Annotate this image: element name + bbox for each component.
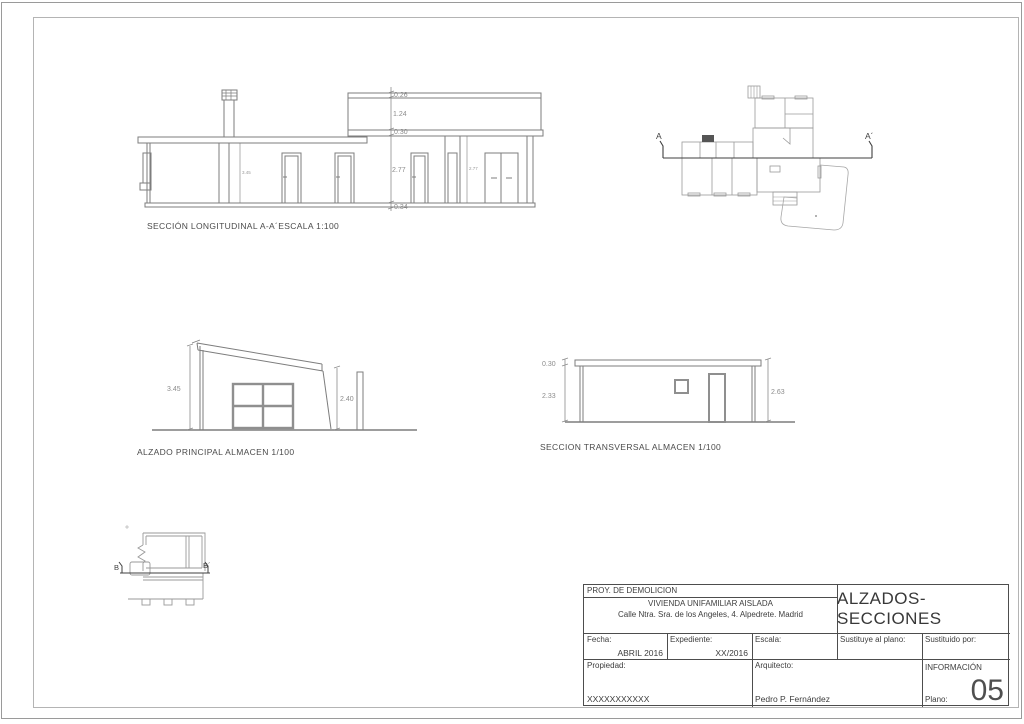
alzado-window bbox=[233, 384, 293, 428]
sustituye-label: Sustituye al plano: bbox=[840, 635, 906, 644]
expediente-label: Expediente: bbox=[670, 635, 713, 644]
tb-divider bbox=[922, 633, 923, 707]
dim-alzado-right: 2.40 bbox=[340, 396, 354, 403]
drawing-seccion-longitudinal bbox=[130, 85, 550, 235]
drawing-small-plan bbox=[110, 518, 220, 618]
drawing-alzado-principal bbox=[150, 335, 430, 435]
longitudinal-lines bbox=[138, 90, 543, 207]
dim-parapet: 0.26 bbox=[394, 92, 408, 99]
terrace-outline bbox=[781, 165, 848, 230]
arquitecto-value: Pedro P. Fernández bbox=[755, 694, 830, 704]
propiedad-value: XXXXXXXXXXX bbox=[587, 694, 650, 704]
building-name: VIVIENDA UNIFAMILIAR AISLADA bbox=[648, 599, 773, 608]
propiedad-label: Propiedad: bbox=[587, 661, 626, 670]
marker-a-prime: A´ bbox=[865, 131, 874, 141]
tb-divider bbox=[584, 659, 1010, 660]
terrace-dot bbox=[815, 215, 817, 217]
transversal-window bbox=[675, 380, 688, 393]
project-type: PROY. DE DEMOLICION bbox=[587, 586, 678, 595]
drawing-seccion-transversal bbox=[535, 350, 800, 430]
info-label: INFORMACIÓN bbox=[925, 663, 982, 672]
dim-roof: 0.30 bbox=[542, 361, 556, 368]
escala-label: Escala: bbox=[755, 635, 782, 644]
sustituido-label: Sustituido por: bbox=[925, 635, 977, 644]
floor-plan-walls bbox=[682, 86, 821, 205]
label-seccion-transversal: SECCION TRANSVERSAL ALMACEN 1/100 bbox=[540, 442, 722, 452]
drawing-floor-plan bbox=[645, 80, 885, 240]
dim-total: 2.63 bbox=[771, 389, 785, 396]
transversal-dims bbox=[562, 358, 771, 422]
tb-divider bbox=[752, 633, 753, 707]
dim-wall-right: 2.77 bbox=[469, 166, 478, 171]
dim-wall-left: 3.45 bbox=[242, 170, 251, 175]
dim-base: 0.34 bbox=[394, 204, 408, 211]
marker-a: A bbox=[656, 131, 662, 141]
chimney-block bbox=[702, 135, 714, 142]
arquitecto-label: Arquitecto: bbox=[755, 661, 794, 670]
tb-divider bbox=[584, 633, 1010, 634]
expediente-value: XX/2016 bbox=[715, 648, 748, 658]
transversal-door bbox=[709, 374, 725, 422]
plano-number: 05 bbox=[970, 674, 1004, 707]
tb-divider bbox=[584, 597, 837, 598]
section-line-b bbox=[119, 562, 210, 573]
marker-b: B bbox=[114, 563, 120, 572]
fecha-label: Fecha: bbox=[587, 635, 612, 644]
dim-upper: 1.24 bbox=[393, 111, 407, 118]
dim-floor: 2.77 bbox=[392, 167, 406, 174]
label-alzado-principal: ALZADO PRINCIPAL ALMACEN 1/100 bbox=[137, 447, 295, 457]
longitudinal-dim-chain bbox=[388, 87, 394, 211]
fecha-value: ABRIL 2016 bbox=[617, 648, 663, 658]
dim-slab: 0.30 bbox=[394, 129, 408, 136]
dim-alzado-left: 3.45 bbox=[167, 386, 181, 393]
transversal-lines bbox=[565, 360, 795, 422]
marker-b-prime: B´ bbox=[203, 561, 211, 570]
building-address: Calle Ntra. Sra. de los Angeles, 4. Alpedrete. Madrid bbox=[618, 610, 803, 619]
section-line-a bbox=[660, 141, 872, 158]
sheet-title: ALZADOS-SECCIONES bbox=[837, 589, 942, 628]
plano-label: Plano: bbox=[925, 695, 948, 704]
label-seccion-longitudinal: SECCIÓN LONGITUDINAL A-A´ESCALA 1:100 bbox=[147, 221, 340, 231]
title-block bbox=[583, 584, 1009, 706]
small-plan-walls bbox=[125, 525, 205, 605]
dim-wall: 2.33 bbox=[542, 393, 556, 400]
